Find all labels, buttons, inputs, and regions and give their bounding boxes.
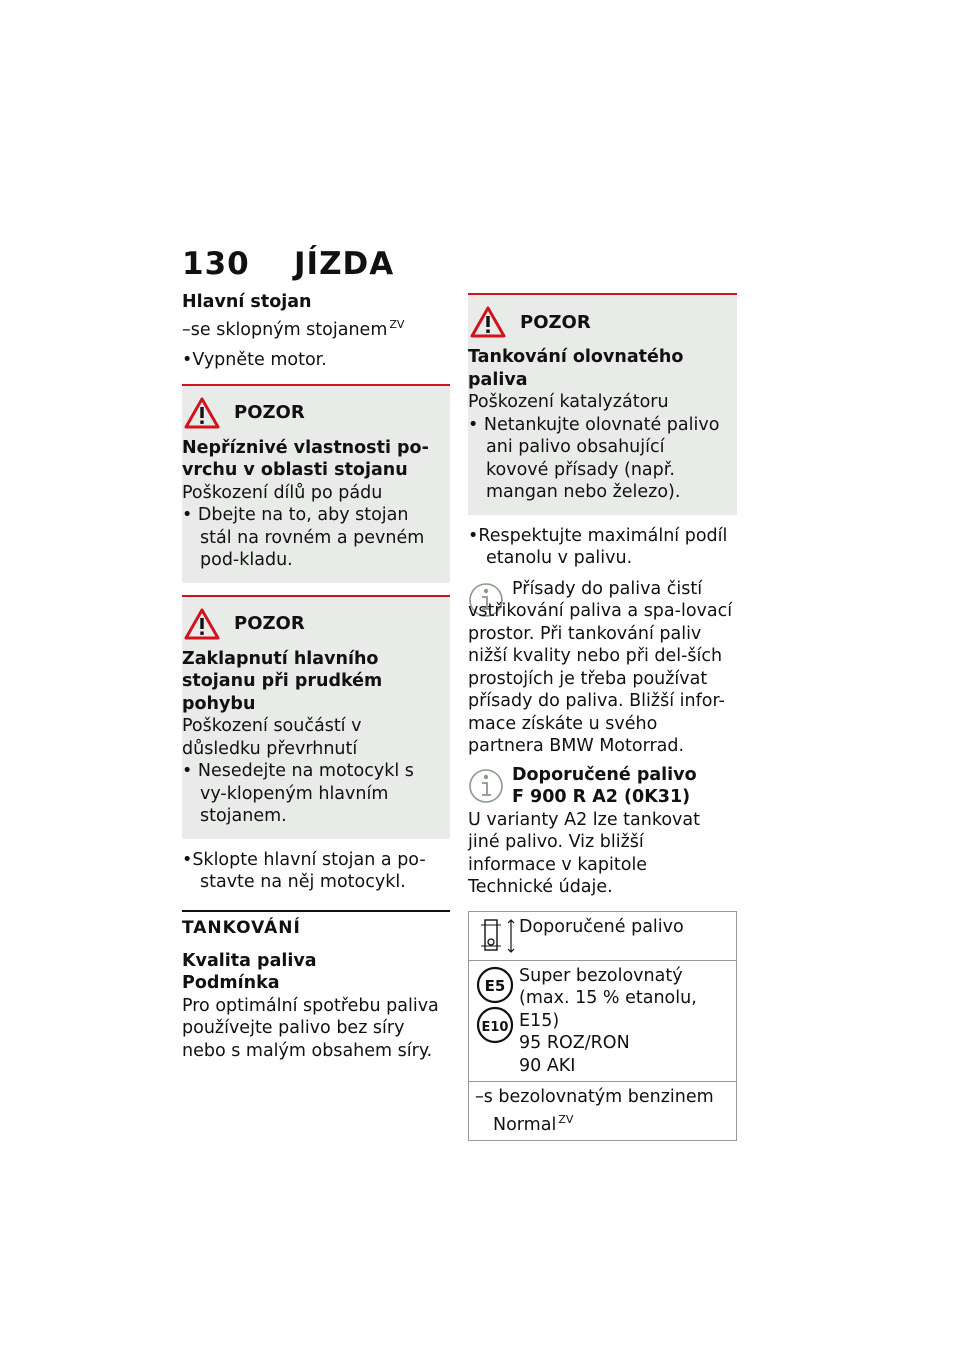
fuel-spec-line-2: 95 ROZ/RON <box>519 1033 630 1053</box>
info-title-1: Doporučené palivo <box>512 764 697 785</box>
fuel-spec-table <box>468 911 737 1142</box>
warning-bullet: • Nesedejte na motocykl s vy-klopeným hlavním stojanem. <box>182 761 414 826</box>
stand-condition <box>182 314 450 342</box>
warning-head <box>182 608 444 640</box>
warning-box-leaded-fuel <box>468 293 737 515</box>
warning-text: Poškození dílů po pádu <box>182 482 383 503</box>
cell-content <box>475 965 730 1078</box>
info-recommended-fuel <box>468 764 737 809</box>
cell-content <box>475 916 730 956</box>
page-number: 130 <box>182 246 250 282</box>
right-column <box>468 293 737 1141</box>
info-recommended-text: U varianty A2 lze tankovat jiné palivo. Viz bližší informace v kapitole Technické údaje. <box>468 809 700 897</box>
warning-head <box>468 306 731 338</box>
condition-text: Pro optimální spotřebu paliva používejte palivo bez síry nebo s malým obsahem síry. <box>182 995 439 1061</box>
warning-title: Tankování olovnatého paliva <box>468 347 684 390</box>
info-additives <box>468 578 737 758</box>
fuel-spec-lines <box>519 965 730 1078</box>
table-fuel-cell <box>469 960 737 1082</box>
fuel-quality-title: Kvalita paliva <box>182 950 317 971</box>
fuel-pump-icon <box>475 916 519 956</box>
warning-triangle-icon <box>184 397 220 429</box>
fuel-spec-line-3: 90 AKI <box>519 1055 576 1076</box>
info-recommended-titles <box>512 764 697 809</box>
warning-label: POZOR <box>520 311 591 333</box>
page-header <box>182 246 394 282</box>
stand-title: Hlavní stojan <box>182 292 312 312</box>
warning-bullet: • Dbejte na to, aby stojan stál na rovném a pevném pod-kladu. <box>182 505 425 570</box>
warning-triangle-icon <box>184 608 220 640</box>
table-row <box>469 960 737 1082</box>
warning-label: POZOR <box>234 402 305 423</box>
zv-superscript: ZV <box>389 317 405 331</box>
bullet-ethanol: •Respektujte maximální podíl etanolu v palivu. <box>468 525 728 568</box>
table-header-cell <box>469 911 737 960</box>
e5-icon-label: E5 <box>484 976 506 995</box>
warning-title: Nepříznivé vlastnosti po-vrchu v oblasti stojanu <box>182 437 429 480</box>
section-refuelling <box>182 910 450 1063</box>
warning-box-surface <box>182 384 450 583</box>
warning-head <box>182 397 444 429</box>
info-icon <box>468 766 504 806</box>
warning-text: Poškození součástí v důsledku převrhnutí <box>182 716 362 759</box>
bullet-fold-stand: •Sklopte hlavní stojan a po-stavte na něj motocykl. <box>182 849 426 892</box>
warning-title: Zaklapnutí hlavního stojanu při prudkém pohybu <box>182 648 383 714</box>
info-additives-text: Přísady do paliva čistí vstřikování paliva a spa-lovací prostor. Při tankování paliv nižší kvality nebo při del-ších prostojích je třeba používat přísady do paliva. Bližší infor-mace získáte u svého partnera BMW Motorrad. <box>468 578 733 756</box>
left-column <box>182 291 450 1062</box>
section-title: TANKOVÁNÍ <box>182 917 301 938</box>
warning-triangle-icon <box>470 306 506 338</box>
chapter-title: JÍZDA <box>294 246 395 282</box>
table-condition-text: –s bezolovnatým benzinem Normal <box>475 1087 714 1135</box>
table-row <box>469 1082 737 1141</box>
warning-label: POZOR <box>234 613 305 634</box>
table-header-text: Doporučené palivo <box>519 916 684 937</box>
info-title-2: F 900 R A2 (0K31) <box>512 787 691 807</box>
condition-title: Podmínka <box>182 973 280 993</box>
fuel-grade-icons <box>475 965 519 1045</box>
fuel-spec-line-1: Super bezolovnatý (max. 15 % etanolu, E15) <box>519 965 697 1031</box>
table-condition-cell <box>469 1082 737 1141</box>
warning-bullet: • Netankujte olovnaté palivo ani palivo obsahující kovové přísady (např. mangan nebo železo). <box>468 414 720 502</box>
e10-icon-label: E10 <box>481 1019 509 1035</box>
zv-superscript: ZV <box>558 1112 574 1126</box>
bullet-switch-off: •Vypněte motor. <box>182 350 327 370</box>
warning-text: Poškození katalyzátoru <box>468 392 669 412</box>
stand-condition-text: –se sklopným stojanem <box>182 319 388 340</box>
table-row <box>469 911 737 960</box>
warning-box-stand <box>182 595 450 839</box>
